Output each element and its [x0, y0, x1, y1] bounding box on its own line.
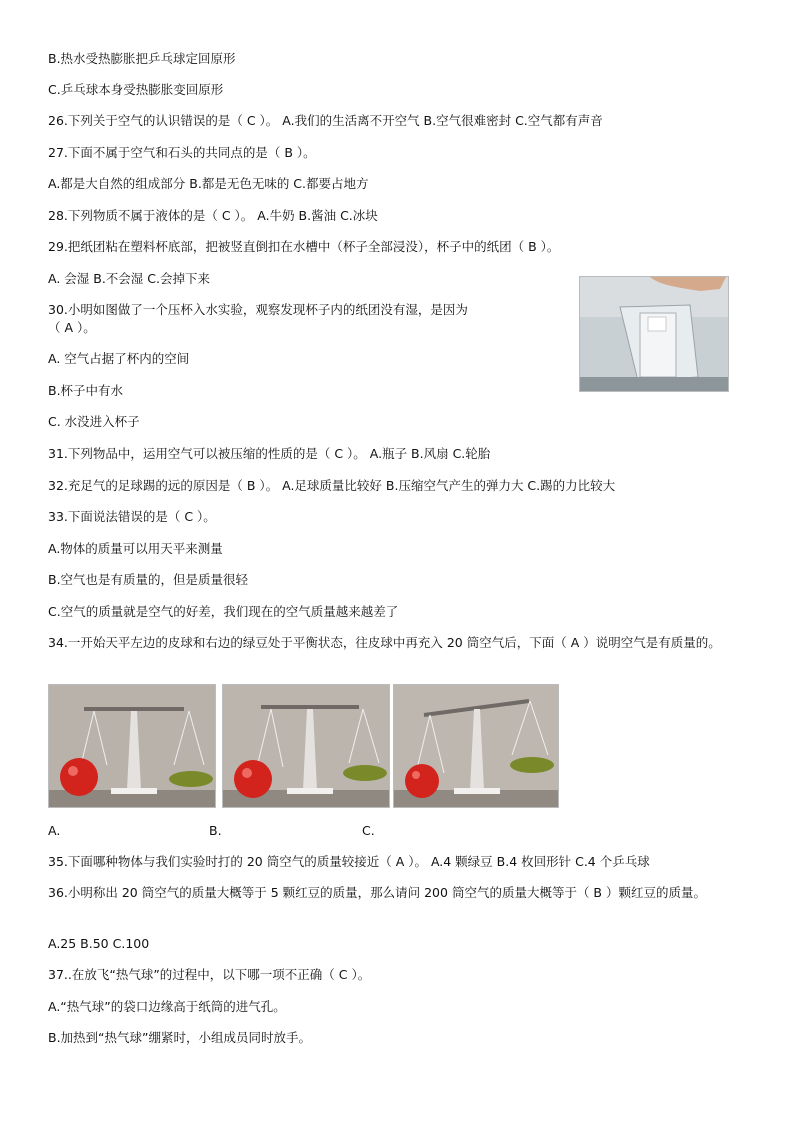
options-36: A.25 B.50 C.100 [48, 936, 150, 951]
balance-photo-c [393, 684, 559, 808]
option-30-a: A. 空气占据了杯内的空间 [48, 351, 190, 366]
question-36: 36.小明称出 20 筒空气的质量大概等于 5 颗红豆的质量，那么请问 200 筒空气的质量大概等于（ B ）颗红豆的质量。 [48, 885, 706, 900]
question-37: 37..在放飞“热气球”的过程中，以下哪一项不正确（ C ）。 [48, 967, 371, 982]
question-33: 33.下面说法错误的是（ C ）。 [48, 509, 216, 524]
caption-c: C. [362, 823, 375, 838]
question-35: 35.下面哪种物体与我们实验时打的 20 筒空气的质量较接近（ A ）。 A.4 颗绿豆 B.4 枚回形针 C.4 个乒乓球 [48, 854, 650, 869]
question-34: 34.一开始天平左边的皮球和右边的绿豆处于平衡状态，往皮球中再充入 20 筒空气后，下面（ A ）说明空气是有质量的。 [48, 635, 721, 650]
question-31: 31.下列物品中，运用空气可以被压缩的性质的是（ C ）。 A.瓶子 B.风扇 C.轮胎 [48, 446, 491, 461]
caption-b: B. [209, 823, 222, 838]
option-37-b: B.加热到“热气球”绷紧时，小组成员同时放手。 [48, 1030, 312, 1045]
text-line: C.乒乓球本身受热膨胀变回原形 [48, 82, 224, 97]
option-33-c: C.空气的质量就是空气的好差，我们现在的空气质量越来越差了 [48, 604, 399, 619]
balance-photo-a [48, 684, 216, 808]
question-27: 27.下面不属于空气和石头的共同点的是（ B ）。 [48, 145, 316, 160]
options-27: A.都是大自然的组成部分 B.都是无色无味的 C.都要占地方 [48, 176, 369, 191]
text-line: B.热水受热膨胀把乒乓球定回原形 [48, 51, 236, 66]
question-26: 26.下列关于空气的认识错误的是（ C ）。 A.我们的生活离不开空气 B.空气很难密封 C.空气都有声音 [48, 113, 603, 128]
question-29: 29.把纸团粘在塑料杯底部，把被竖直倒扣在水槽中（杯子全部浸没），杯子中的纸团（ B ）。 [48, 239, 560, 254]
question-30-answer: （ A ）。 [48, 320, 96, 335]
question-28: 28.下列物质不属于液体的是（ C ）。 A.牛奶 B.酱油 C.冰块 [48, 208, 378, 223]
option-37-a: A.“热气球”的袋口边缘高于纸筒的进气孔。 [48, 999, 286, 1014]
option-30-b: B.杯子中有水 [48, 383, 124, 398]
cup-in-water-photo [579, 276, 729, 392]
question-32: 32.充足气的足球踢的远的原因是（ B ）。 A.足球质量比较好 B.压缩空气产生的弹力大 C.踢的力比较大 [48, 478, 616, 493]
question-30: 30.小明如图做了一个压杯入水实验，观察发现杯子内的纸团没有湿，是因为 [48, 302, 468, 317]
balance-photo-b [222, 684, 390, 808]
option-30-c: C. 水没进入杯子 [48, 414, 140, 429]
option-33-b: B.空气也是有质量的，但是质量很轻 [48, 572, 249, 587]
caption-a: A. [48, 823, 61, 838]
options-29: A. 会湿 B.不会湿 C.会掉下来 [48, 271, 210, 286]
option-33-a: A.物体的质量可以用天平来测量 [48, 541, 223, 556]
